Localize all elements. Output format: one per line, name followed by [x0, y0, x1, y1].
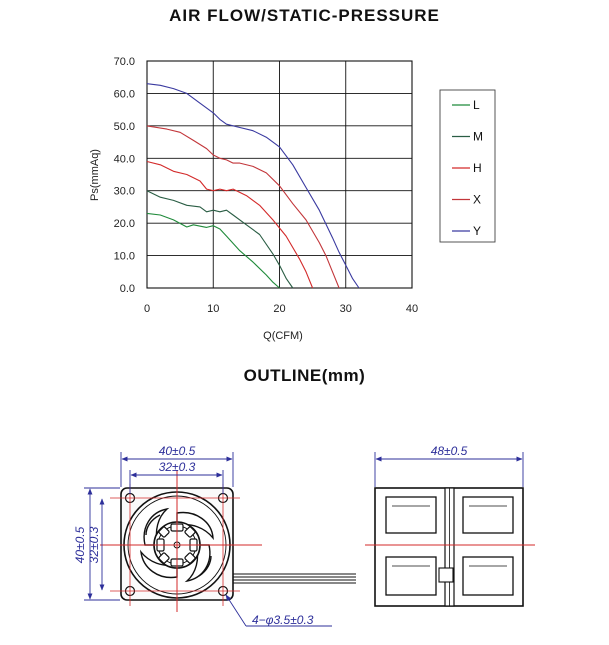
y-tick-label: 70.0 [113, 56, 135, 68]
fan-blades [141, 509, 213, 581]
y-tick-label: 60.0 [113, 88, 135, 101]
x-tick-label: 20 [273, 303, 286, 315]
x-axis-label: Q(CFM) [263, 330, 303, 342]
y-tick-label: 0.0 [119, 283, 135, 295]
x-tick-label: 30 [339, 303, 352, 315]
y-tick-label: 10.0 [113, 250, 135, 263]
dim-depth-text: 48±0.5 [430, 444, 468, 458]
series-line-m [147, 191, 293, 288]
dim-width-text: 40±0.5 [158, 444, 196, 458]
mounting-hole-bottom-left [126, 587, 135, 596]
y-tick-label: 30.0 [113, 185, 135, 198]
dim-vertical-hole-spacing-text: 32±0.3 [87, 526, 101, 564]
fan-cable [233, 574, 356, 583]
chart-ticks [114, 56, 419, 315]
legend-label-m: M [473, 129, 483, 144]
y-axis-label: Ps(mmAq) [89, 149, 101, 201]
outline-title: OUTLINE(mm) [243, 366, 366, 385]
x-tick-label: 0 [143, 303, 151, 315]
legend-label-l: L [473, 98, 480, 112]
y-tick-label: 40.0 [113, 153, 135, 166]
x-tick-label: 40 [405, 303, 419, 315]
chart-series [147, 84, 359, 288]
fan-shroud [124, 492, 230, 598]
y-tick-label: 20.0 [113, 218, 135, 231]
chart-title: AIR FLOW/STATIC-PRESSURE [169, 6, 440, 25]
front-dimensions [84, 452, 332, 626]
mounting-hole-top-right [219, 494, 228, 503]
legend-box [440, 90, 495, 242]
fan-side-view [365, 488, 535, 606]
fan-hub [154, 522, 200, 568]
series-line-x [147, 126, 339, 288]
side-dimensions [375, 452, 523, 487]
dim-hole-note-text: 4−φ3.5±0.3 [252, 613, 314, 627]
fan-front-view [100, 470, 356, 612]
legend-label-y: Y [473, 224, 482, 238]
mounting-hole-bottom-right [219, 587, 228, 596]
legend-label-x: X [473, 192, 482, 207]
y-tick-label: 50.0 [113, 120, 135, 133]
x-tick-label: 10 [207, 303, 220, 315]
dim-hole-spacing-text: 32±0.3 [158, 460, 196, 474]
dim-height-text: 40±0.5 [73, 526, 87, 564]
mounting-hole-top-left [126, 494, 135, 503]
series-line-h [147, 162, 313, 289]
legend-label-h: H [473, 161, 482, 175]
